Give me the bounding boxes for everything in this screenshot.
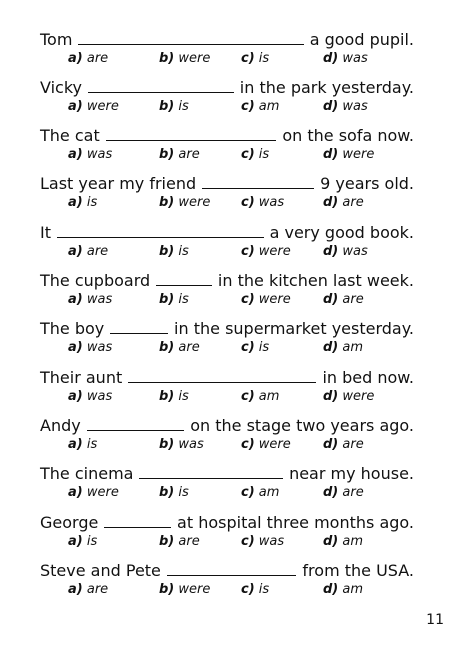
option-a: a) is — [68, 195, 98, 210]
option-c: c) is — [241, 51, 270, 66]
sentence-start: Last year my friend — [40, 174, 197, 193]
option-b: b) are — [159, 340, 200, 355]
answer-blank — [78, 30, 303, 45]
option-b: b) was — [159, 437, 204, 452]
option-d: d) were — [323, 389, 375, 404]
sentence-end: in bed now. — [322, 368, 414, 387]
sentence-start: It — [40, 223, 51, 242]
answer-blank — [57, 223, 264, 238]
sentence-end: in the supermarket yesterday. — [174, 319, 414, 338]
answer-options — [40, 437, 414, 453]
answer-options — [40, 389, 414, 405]
answer-blank — [106, 126, 277, 141]
sentence-start: The cinema — [40, 464, 134, 483]
answer-blank — [156, 271, 212, 286]
option-d: d) am — [323, 534, 364, 549]
sentence — [40, 513, 414, 533]
option-d: d) are — [323, 437, 364, 452]
option-d: d) are — [323, 485, 364, 500]
option-b: b) is — [159, 389, 189, 404]
option-b: b) were — [159, 51, 211, 66]
option-d: d) am — [323, 582, 364, 597]
option-c: c) is — [241, 147, 270, 162]
option-c: c) is — [241, 340, 270, 355]
sentence — [40, 174, 414, 194]
answer-options — [40, 340, 414, 356]
option-c: c) were — [241, 292, 291, 307]
exercise-item-2 — [40, 78, 414, 115]
option-d: d) am — [323, 340, 364, 355]
answer-options — [40, 51, 414, 67]
sentence-start: Vicky — [40, 78, 82, 97]
sentence-start: Tom — [40, 30, 73, 49]
sentence-start: Andy — [40, 416, 81, 435]
option-b: b) is — [159, 99, 189, 114]
option-a: a) are — [68, 582, 109, 597]
exercise-item-4 — [40, 174, 414, 211]
option-d: d) was — [323, 244, 368, 259]
option-d: d) were — [323, 147, 375, 162]
answer-blank — [128, 368, 316, 383]
option-a: a) was — [68, 340, 113, 355]
option-c: c) was — [241, 195, 285, 210]
sentence-end: from the USA. — [302, 561, 414, 580]
option-a: a) is — [68, 437, 98, 452]
exercise-item-9 — [40, 416, 414, 453]
sentence — [40, 271, 414, 291]
sentence-end: near my house. — [289, 464, 414, 483]
sentence — [40, 126, 414, 146]
answer-blank — [87, 416, 185, 431]
sentence-start: Their aunt — [40, 368, 123, 387]
answer-options — [40, 244, 414, 260]
option-d: d) are — [323, 195, 364, 210]
option-d: d) was — [323, 99, 368, 114]
sentence-start: George — [40, 513, 99, 532]
option-a: a) is — [68, 534, 98, 549]
sentence-end: a good pupil. — [309, 30, 414, 49]
sentence-end: in the kitchen last week. — [217, 271, 414, 290]
sentence-end: on the stage two years ago. — [190, 416, 414, 435]
answer-options — [40, 534, 414, 550]
option-c: c) is — [241, 582, 270, 597]
sentence-end: at hospital three months ago. — [177, 513, 414, 532]
answer-blank — [88, 78, 234, 93]
sentence — [40, 561, 414, 581]
answer-blank — [104, 513, 171, 528]
answer-options — [40, 292, 414, 308]
sentence — [40, 464, 414, 484]
sentence-end: a very good book. — [269, 223, 414, 242]
option-a: a) were — [68, 99, 119, 114]
option-d: d) are — [323, 292, 364, 307]
sentence-start: The boy — [40, 319, 105, 338]
option-b: b) were — [159, 195, 211, 210]
exercise-item-12 — [40, 561, 414, 598]
answer-options — [40, 147, 414, 163]
answer-blank — [167, 561, 297, 576]
exercise-item-5 — [40, 223, 414, 260]
option-a: a) are — [68, 51, 109, 66]
option-d: d) was — [323, 51, 368, 66]
sentence-end: in the park yesterday. — [239, 78, 414, 97]
option-a: a) was — [68, 389, 113, 404]
sentence — [40, 368, 414, 388]
sentence-end: on the sofa now. — [282, 126, 414, 145]
sentence-end: 9 years old. — [320, 174, 414, 193]
exercise-item-8 — [40, 368, 414, 405]
answer-options — [40, 99, 414, 115]
sentence-start: The cupboard — [40, 271, 151, 290]
answer-blank — [202, 174, 314, 189]
sentence — [40, 78, 414, 98]
option-a: a) was — [68, 147, 113, 162]
exercise-item-7 — [40, 319, 414, 356]
sentence — [40, 416, 414, 436]
sentence-start: Steve and Pete — [40, 561, 161, 580]
exercise-item-1 — [40, 30, 414, 67]
answer-blank — [110, 319, 168, 334]
option-c: c) were — [241, 437, 291, 452]
exercise-item-10 — [40, 464, 414, 501]
option-b: b) is — [159, 485, 189, 500]
answer-options — [40, 582, 414, 598]
sentence — [40, 223, 414, 243]
option-a: a) was — [68, 292, 113, 307]
sentence-start: The cat — [40, 126, 100, 145]
option-a: a) were — [68, 485, 119, 500]
answer-blank — [139, 464, 283, 479]
exercise-item-3 — [40, 126, 414, 163]
option-c: c) am — [241, 485, 280, 500]
sentence — [40, 30, 414, 50]
option-c: c) am — [241, 389, 280, 404]
sentence — [40, 319, 414, 339]
option-c: c) am — [241, 99, 280, 114]
page-number: 11 — [426, 612, 444, 628]
option-c: c) were — [241, 244, 291, 259]
option-a: a) are — [68, 244, 109, 259]
option-b: b) are — [159, 147, 200, 162]
exercise-item-11 — [40, 513, 414, 550]
answer-options — [40, 195, 414, 211]
option-b: b) were — [159, 582, 211, 597]
option-b: b) is — [159, 292, 189, 307]
option-b: b) is — [159, 244, 189, 259]
answer-options — [40, 485, 414, 501]
option-c: c) was — [241, 534, 285, 549]
option-b: b) are — [159, 534, 200, 549]
exercise-item-6 — [40, 271, 414, 308]
